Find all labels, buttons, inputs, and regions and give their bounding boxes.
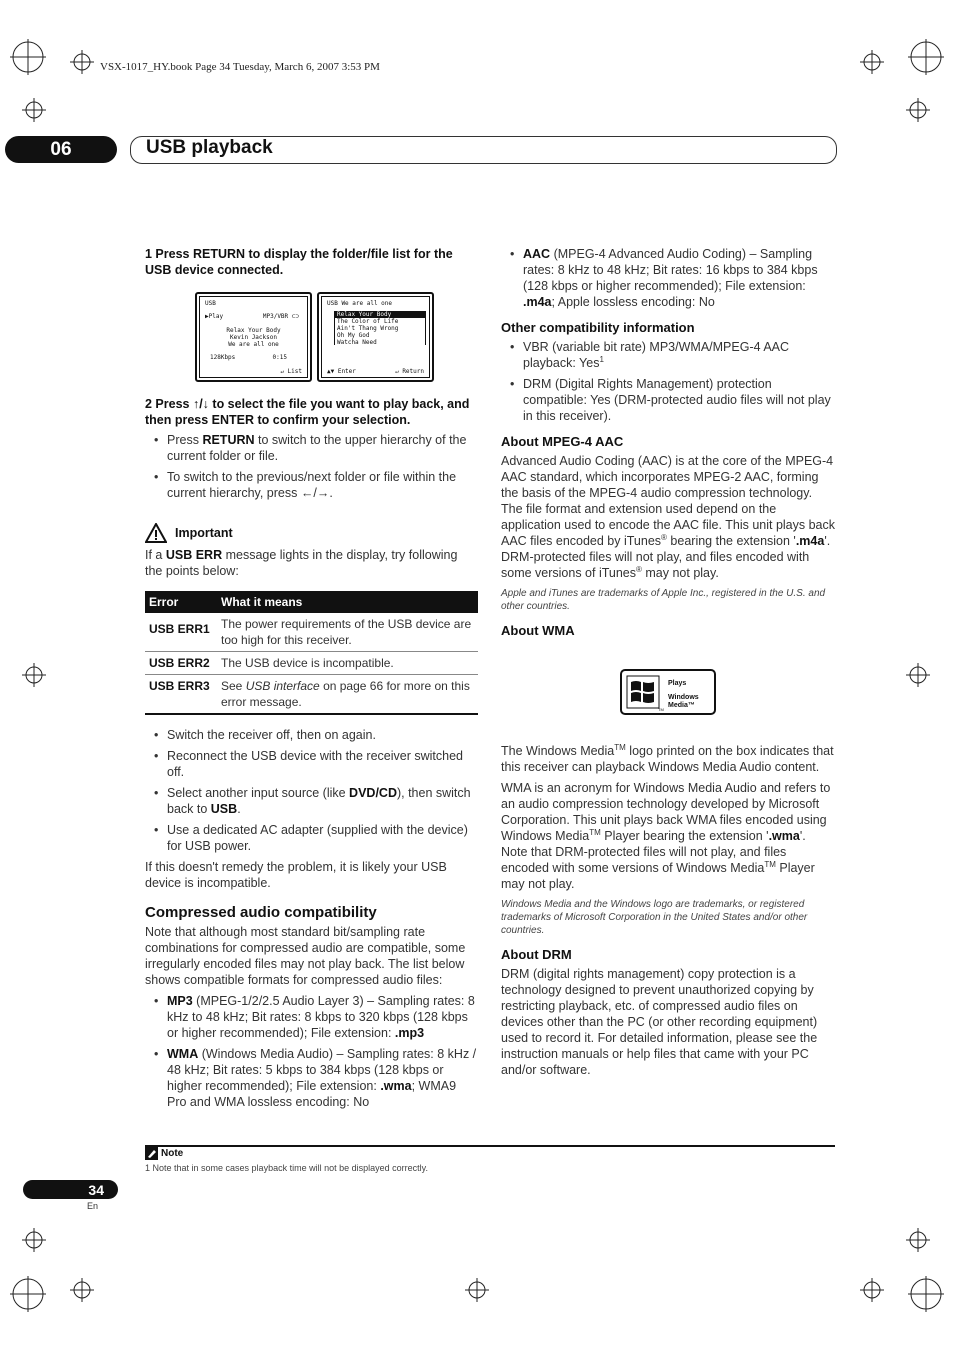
lcd2-title: USB We are all one	[327, 300, 393, 307]
lcd1-mode: ▶Play	[205, 313, 224, 320]
left-column	[145, 246, 478, 1115]
lcd-list-screen	[317, 292, 434, 382]
right-column	[501, 246, 835, 1083]
lcd1-title: USB	[205, 300, 216, 307]
list-item: • DRM (Digital Rights Management) protection compatible: Yes (DRM-protected audio files will not play in this receiver).	[501, 376, 835, 424]
logo-plays: Plays	[668, 680, 687, 687]
troubleshoot-list	[145, 727, 478, 854]
list-item: • MP3 (MPEG-1/2/2.5 Audio Layer 3) – Sampling rates: 8 kHz to 48 kHz; Bit rates: 8 kbps to 320 kbps (128 kbps or higher recommended); File extension: .mp3	[145, 993, 478, 1041]
aac-list	[501, 246, 835, 310]
header-error: Error	[145, 591, 217, 613]
wma-text-1: The Windows Media™ logo printed on the box indicates that this receiver can playback Windows Media Audio content.	[501, 742, 834, 774]
lcd1-format: MP3/VBR ⊂⊃	[262, 313, 299, 320]
table-row: USB ERR3 See USB interface on page 66 for more on this error message.	[145, 675, 478, 715]
table-row: USB ERR2 The USB device is incompatible.	[145, 652, 478, 675]
lcd2-item: The Color of Life	[337, 318, 399, 325]
list-item: • VBR (variable bit rate) MP3/WMA/MPEG-4 AAC playback: Yes$^1$	[501, 339, 835, 371]
note-heading	[145, 1147, 183, 1160]
lcd2-return: ↵ Return	[395, 368, 424, 375]
error-table	[145, 591, 478, 715]
step-1: 1 Press RETURN to display the folder/file list for the USB device connected.	[145, 247, 453, 277]
list-item: • Reconnect the USB device with the receiver switched off.	[145, 748, 478, 780]
logo-tm: TM	[658, 707, 664, 712]
list-item: • Switch the receiver off, then on again.	[145, 727, 478, 743]
note-icon	[145, 1147, 158, 1160]
compressed-audio-heading: Compressed audio compatibility	[145, 904, 377, 921]
lcd2-enter: ▲▼ Enter	[327, 368, 356, 375]
table-header-row	[145, 591, 478, 613]
lcd1-time: 0:15	[272, 354, 287, 361]
windows-media-logo-wrap	[501, 669, 835, 715]
compressed-intro: Note that although most standard bit/sampling rate combinations for compressed audio are compatible, some irregularly encoded files may not play back. The list below shows compatible formats for compressed audio files:	[145, 925, 466, 987]
logo-windows: Windows	[668, 694, 699, 701]
lcd2-item-selected: Relax Your Body	[335, 311, 425, 318]
lcd2-item: Watcha Need	[337, 339, 377, 346]
apple-trademark-note: Apple and iTunes are trademarks of Apple Inc., registered in the U.S. and other countries.	[501, 588, 826, 612]
chapter-title: USB playback	[146, 137, 273, 158]
list-item: • Press RETURN to switch to the upper hierarchy of the current folder or file.	[145, 432, 478, 464]
lcd1-artist: Kevin Jackson	[230, 334, 277, 341]
lcd-play-screen	[195, 292, 312, 382]
list-item: • WMA (Windows Media Audio) – Sampling rates: 8 kHz / 48 kHz; Bit rates: 5 kbps to 384 kbps (128 kbps or higher recommended); File extension: .wma; WMA9 Pro and WMA lossless encoding: No	[145, 1046, 478, 1110]
important-label: Important	[175, 526, 233, 540]
lcd-illustrations	[195, 292, 478, 382]
list-item: • AAC (MPEG-4 Advanced Audio Coding) – Sampling rates: 8 kHz to 48 kHz; Bit rates: 16 kbps to 384 kbps (128 kbps or higher recommended); File extension: .m4a; Apple lossless encoding: No	[501, 246, 835, 310]
mpeg4-aac-text: Advanced Audio Coding (AAC) is at the core of the MPEG-4 AAC standard, which incorporates MPEG-2 AAC, forming the basis of the MPEG-4 audio compression technology. The file format and extension used depend on the application used to encode the AAC file. This unit plays back AAC files encoded by iTunes® bearing the extension '.m4a'. DRM-protected files will not play, and files encoded with some versions of iTunes® may not play.	[501, 454, 836, 580]
drm-heading: About DRM	[501, 947, 572, 962]
step-2-bullets	[145, 432, 478, 501]
step-2: 2 Press ↑/↓ to select the file you want to play back, and then press ENTER to confirm your selection.	[145, 397, 470, 427]
lcd2-item: Oh My God	[337, 332, 370, 339]
wma-heading: About WMA	[501, 623, 575, 638]
lcd1-bitrate: 128Kbps	[210, 354, 236, 361]
footer-rule	[145, 1145, 835, 1147]
remedy-text: If this doesn't remedy the problem, it is likely your USB device is incompatible.	[145, 860, 447, 890]
windows-flag-icon	[626, 675, 660, 709]
drm-text: DRM (digital rights management) copy protection is a technology designed to prevent unauthorized copying by restricting playback, etc. of compressed audio files on devices other than the PC (or other recording equipment) used to record it. For detailed information, please see the instruction manuals or help files that came with your PC and/or software.	[501, 967, 818, 1077]
note-label: Note	[161, 1148, 184, 1159]
other-compat-list	[501, 339, 835, 424]
other-compat-heading: Other compatibility information	[501, 320, 695, 335]
print-header: VSX-1017_HY.book Page 34 Tuesday, March 6, 2007 3:53 PM	[100, 61, 380, 73]
microsoft-trademark-note: Windows Media and the Windows logo are trademarks, or registered trademarks of Microsoft Corporation in the United States and/or other countries.	[501, 899, 808, 936]
list-item: • Use a dedicated AC adapter (supplied with the device) for USB power.	[145, 822, 478, 854]
page-number: 34	[23, 1180, 118, 1199]
important-callout	[145, 523, 478, 543]
header-meaning: What it means	[217, 591, 478, 613]
mpeg4-aac-heading: About MPEG-4 AAC	[501, 434, 624, 449]
footnote-text: 1 Note that in some cases playback time will not be displayed correctly.	[145, 1163, 428, 1173]
page-language: En	[87, 1201, 99, 1211]
lcd1-song: Relax Your Body	[226, 327, 281, 334]
lcd1-list: ↵ List	[280, 368, 302, 375]
list-item: • Select another input source (like DVD/CD), then switch back to USB.	[145, 785, 478, 817]
lcd2-item: Ain't Thang Wrong	[337, 325, 399, 332]
format-list	[145, 993, 478, 1110]
chapter-number: 06	[5, 136, 117, 163]
table-row: USB ERR1 The power requirements of the USB device are too high for this receiver.	[145, 613, 478, 652]
warning-icon	[145, 523, 167, 543]
list-item: • To switch to the previous/next folder or file within the current hierarchy, press ←/→.	[145, 469, 478, 501]
logo-media: Media™	[668, 702, 695, 709]
windows-media-logo	[620, 669, 716, 715]
wma-text-2: WMA is an acronym for Windows Media Audio and refers to an audio compression technology developed by Microsoft Corporation. This unit plays back WMA files encoded using Windows Media™ Player bearing the extension '.wma'. Note that DRM-protected files will not play, and files encoded with some versions of Windows Media™ Player may not play.	[501, 781, 831, 891]
important-text: If a USB ERR message lights in the display, try following the points below:	[145, 548, 458, 578]
lcd1-album: We are all one	[228, 341, 279, 348]
